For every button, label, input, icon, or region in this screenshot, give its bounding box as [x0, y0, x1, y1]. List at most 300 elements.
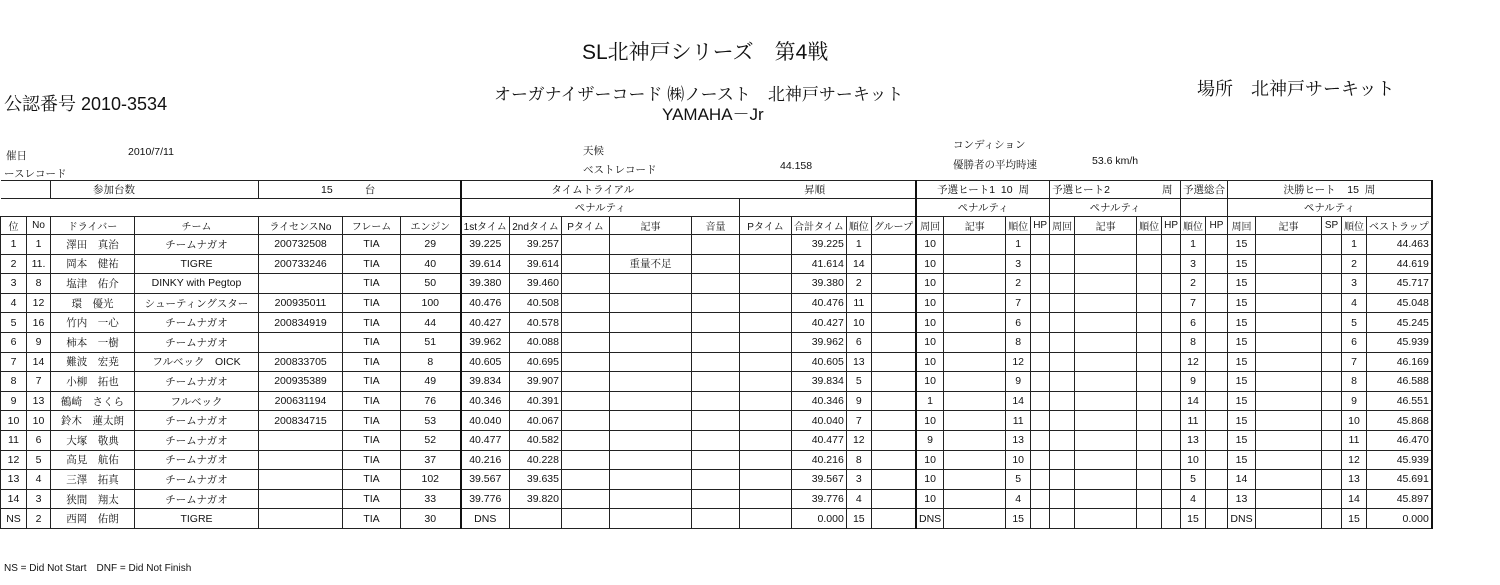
cell-t1: 39.962 [461, 332, 510, 352]
cell-f-rank: 14 [1342, 489, 1367, 509]
column-header: 2ndタイム [510, 217, 562, 235]
cell-total: 39.834 [792, 372, 847, 392]
cell-t1: 39.614 [461, 254, 510, 274]
column-header: 周回 [1050, 217, 1075, 235]
cell-team: チームナガオ [135, 470, 259, 490]
cell-license [259, 470, 343, 490]
empty-cell [1075, 372, 1137, 392]
column-header: 1stタイム [461, 217, 510, 235]
cell-note [610, 489, 692, 509]
empty-cell [562, 313, 610, 333]
cell-h1-laps: 10 [916, 352, 944, 372]
empty-cell [562, 489, 610, 509]
cell-f-laps: 14 [1228, 470, 1256, 490]
empty-cell [1075, 430, 1137, 450]
cell-tot-rank: 9 [1181, 372, 1206, 392]
empty-cell [1256, 332, 1322, 352]
cell-pos: 4 [1, 293, 27, 313]
cell-f-laps: DNS [1228, 509, 1256, 529]
cell-tot-rank: 15 [1181, 509, 1206, 529]
empty-cell [692, 470, 740, 490]
cell-t2: 40.508 [510, 293, 562, 313]
cell-engine: 33 [401, 489, 461, 509]
cell-h1-laps: 10 [916, 372, 944, 392]
column-header: 位 [1, 217, 27, 235]
cell-h1-laps: 1 [916, 391, 944, 411]
cell-h1-rank: 10 [1006, 450, 1031, 470]
cell-h1-rank: 9 [1006, 372, 1031, 392]
cell-best: 46.588 [1367, 372, 1432, 392]
cell-tt-rank: 1 [846, 235, 871, 255]
empty-cell [692, 411, 740, 431]
cell-no: 4 [27, 470, 51, 490]
cell-engine: 40 [401, 254, 461, 274]
cell-best: 46.169 [1367, 352, 1432, 372]
cell-total: 39.776 [792, 489, 847, 509]
cell-total: 40.605 [792, 352, 847, 372]
empty-cell [1322, 274, 1342, 294]
cell-total: 0.000 [792, 509, 847, 529]
cell-tt-rank: 3 [846, 470, 871, 490]
empty-cell [1031, 274, 1050, 294]
empty-cell [1162, 372, 1181, 392]
empty-cell [1031, 372, 1050, 392]
cell-no: 2 [27, 509, 51, 529]
cell-team: チームナガオ [135, 313, 259, 333]
table-row [1, 489, 1432, 509]
course-record-label: ースレコード [4, 168, 67, 180]
cell-frame: TIA [343, 430, 401, 450]
cell-h1-laps: 9 [916, 430, 944, 450]
column-header: 合計タイム [792, 217, 847, 235]
cell-h1-rank: 3 [1006, 254, 1031, 274]
cell-t2: 39.614 [510, 254, 562, 274]
cell-frame: TIA [343, 332, 401, 352]
empty-cell [1322, 293, 1342, 313]
cell-note [610, 411, 692, 431]
empty-cell [871, 489, 916, 509]
cell-driver: 大塚 敬典 [51, 430, 135, 450]
cell-frame: TIA [343, 293, 401, 313]
cell-t2: 40.578 [510, 313, 562, 333]
best-record-label: ベストレコード [583, 164, 657, 176]
column-header: 周回 [1228, 217, 1256, 235]
cell-t2: 40.067 [510, 411, 562, 431]
cell-h1-rank: 6 [1006, 313, 1031, 333]
cell-frame: TIA [343, 352, 401, 372]
cell-pos: 3 [1, 274, 27, 294]
cell-team: TIGRE [135, 254, 259, 274]
empty-cell [1322, 332, 1342, 352]
empty-cell [871, 391, 916, 411]
cell-tot-rank: 8 [1181, 332, 1206, 352]
column-header: 記事 [944, 217, 1006, 235]
empty-cell [1137, 430, 1162, 450]
cell-note [610, 332, 692, 352]
cell-tt-rank: 9 [846, 391, 871, 411]
cell-t2 [510, 509, 562, 529]
cell-h1-laps: 10 [916, 489, 944, 509]
cell-best: 45.868 [1367, 411, 1432, 431]
cell-t1: 39.776 [461, 489, 510, 509]
empty-cell [692, 489, 740, 509]
cell-t1: 39.834 [461, 372, 510, 392]
cell-pos: 9 [1, 391, 27, 411]
cell-tot-rank: 4 [1181, 489, 1206, 509]
cell-t1: 40.040 [461, 411, 510, 431]
cell-license: 200935011 [259, 293, 343, 313]
empty-cell [692, 293, 740, 313]
cell-best: 45.691 [1367, 470, 1432, 490]
cell-tt-rank: 14 [846, 254, 871, 274]
cell-no: 3 [27, 489, 51, 509]
table-row [1, 450, 1432, 470]
cell-team: チームナガオ [135, 411, 259, 431]
empty-cell [562, 274, 610, 294]
empty-cell [562, 235, 610, 255]
empty-cell [1162, 274, 1181, 294]
empty-cell [1322, 450, 1342, 470]
empty-cell [1206, 509, 1228, 529]
cell-best: 46.551 [1367, 391, 1432, 411]
empty-cell [1206, 235, 1228, 255]
empty-cell [1137, 372, 1162, 392]
heat2-header: 予選ヒート2 周 [1050, 181, 1181, 199]
cell-h1-laps: DNS [916, 509, 944, 529]
cell-license [259, 509, 343, 529]
column-header: 記事 [1256, 217, 1322, 235]
empty-cell [562, 430, 610, 450]
column-header: HP [1162, 217, 1181, 235]
cell-h1-rank: 13 [1006, 430, 1031, 450]
cell-pos: 2 [1, 254, 27, 274]
column-header: HP [1031, 217, 1050, 235]
cell-t2: 40.391 [510, 391, 562, 411]
empty-cell [944, 391, 1006, 411]
cell-t2: 39.460 [510, 274, 562, 294]
cell-team: チームナガオ [135, 332, 259, 352]
empty-cell [1050, 293, 1075, 313]
empty-cell [1206, 372, 1228, 392]
empty-cell [1050, 352, 1075, 372]
cell-no: 13 [27, 391, 51, 411]
cell-f-laps: 15 [1228, 235, 1256, 255]
empty-cell [1162, 450, 1181, 470]
cell-engine: 29 [401, 235, 461, 255]
cell-tt-rank: 2 [846, 274, 871, 294]
entries-value-cell: 15 台 [259, 181, 461, 199]
footer-legend: NS = Did Not Start DNF = Did Not Finish [4, 563, 192, 574]
cell-tot-rank: 13 [1181, 430, 1206, 450]
cell-f-rank: 9 [1342, 391, 1367, 411]
cell-pos: 6 [1, 332, 27, 352]
cell-tot-rank: 6 [1181, 313, 1206, 333]
empty-cell [1162, 352, 1181, 372]
empty-cell [1137, 450, 1162, 470]
column-header: No [27, 217, 51, 235]
empty-cell [1256, 372, 1322, 392]
cell-no: 16 [27, 313, 51, 333]
cell-no: 8 [27, 274, 51, 294]
cell-driver: 環 優光 [51, 293, 135, 313]
cell-total: 39.567 [792, 470, 847, 490]
empty-cell [1050, 313, 1075, 333]
empty-cell [1031, 450, 1050, 470]
empty-cell [1031, 352, 1050, 372]
cell-driver: 高見 航佑 [51, 450, 135, 470]
empty-cell [871, 352, 916, 372]
cell-pos: 5 [1, 313, 27, 333]
empty-cell [692, 332, 740, 352]
cell-total: 40.427 [792, 313, 847, 333]
empty-cell [1256, 293, 1322, 313]
cell-license: 200834919 [259, 313, 343, 333]
cell-best: 45.717 [1367, 274, 1432, 294]
empty-cell [1206, 470, 1228, 490]
cell-driver: 岡本 健祐 [51, 254, 135, 274]
empty-cell [871, 313, 916, 333]
empty-cell [1206, 332, 1228, 352]
cell-t1: 39.380 [461, 274, 510, 294]
empty-cell [1075, 391, 1137, 411]
empty-cell [1162, 293, 1181, 313]
cell-t2: 40.228 [510, 450, 562, 470]
table-row [1, 332, 1432, 352]
table-row [1, 235, 1432, 255]
empty-cell [740, 254, 792, 274]
cell-driver: 三澤 拓真 [51, 470, 135, 490]
column-header: チーム [135, 217, 259, 235]
empty-cell [1162, 235, 1181, 255]
cell-license [259, 450, 343, 470]
cell-tt-rank: 8 [846, 450, 871, 470]
empty-cell [1256, 274, 1322, 294]
cell-engine: 102 [401, 470, 461, 490]
cell-frame: TIA [343, 470, 401, 490]
cell-note [610, 450, 692, 470]
empty-cell [1322, 391, 1342, 411]
table-row [1, 372, 1432, 392]
empty-cell [740, 470, 792, 490]
cell-frame: TIA [343, 372, 401, 392]
cell-total: 41.614 [792, 254, 847, 274]
cell-license [259, 274, 343, 294]
table-row [1, 254, 1432, 274]
cell-engine: 51 [401, 332, 461, 352]
time-trial-header: タイムトライアル 昇順 [461, 181, 917, 199]
empty-cell [1137, 274, 1162, 294]
empty-cell [944, 430, 1006, 450]
empty-cell [1075, 293, 1137, 313]
cell-license: 200935389 [259, 372, 343, 392]
empty-cell [1322, 509, 1342, 529]
empty-cell [562, 293, 610, 313]
cell-frame: TIA [343, 489, 401, 509]
cell-best: 45.048 [1367, 293, 1432, 313]
empty-cell [1031, 391, 1050, 411]
empty-cell [1162, 489, 1181, 509]
cell-tot-rank: 5 [1181, 470, 1206, 490]
column-header: HP [1206, 217, 1228, 235]
cell-h1-laps: 10 [916, 235, 944, 255]
cell-pos: 12 [1, 450, 27, 470]
cell-tot-rank: 2 [1181, 274, 1206, 294]
cell-driver: 難波 宏尭 [51, 352, 135, 372]
cell-t1: 40.346 [461, 391, 510, 411]
cell-pos: 11 [1, 430, 27, 450]
empty-cell [562, 411, 610, 431]
results-table [0, 180, 1433, 529]
empty-cell [1322, 352, 1342, 372]
cell-driver: 小柳 拓也 [51, 372, 135, 392]
heat2-penalty-header: ペナルティ [1050, 199, 1181, 217]
cell-h1-rank: 12 [1006, 352, 1031, 372]
empty-cell [1050, 372, 1075, 392]
cell-tot-rank: 12 [1181, 352, 1206, 372]
empty-cell [1050, 332, 1075, 352]
cell-t1: 40.427 [461, 313, 510, 333]
empty-cell [1256, 430, 1322, 450]
cell-engine: 49 [401, 372, 461, 392]
cell-t1: 40.216 [461, 450, 510, 470]
cell-f-rank: 12 [1342, 450, 1367, 470]
cell-no: 1 [27, 235, 51, 255]
cell-note [610, 235, 692, 255]
cell-t2: 39.635 [510, 470, 562, 490]
cell-note [610, 509, 692, 529]
empty-cell [692, 372, 740, 392]
cell-h1-rank: 8 [1006, 332, 1031, 352]
cell-f-rank: 3 [1342, 274, 1367, 294]
cell-driver: 鶴崎 さくら [51, 391, 135, 411]
empty-cell [1031, 235, 1050, 255]
empty-cell [1075, 235, 1137, 255]
empty-cell [1137, 352, 1162, 372]
cell-driver: 鈴木 蓮太朗 [51, 411, 135, 431]
empty-cell [871, 372, 916, 392]
empty-cell [562, 372, 610, 392]
empty-cell [1031, 313, 1050, 333]
cell-frame: TIA [343, 274, 401, 294]
cell-pos: 8 [1, 372, 27, 392]
empty-cell [692, 450, 740, 470]
cell-h1-laps: 10 [916, 470, 944, 490]
empty-cell [944, 372, 1006, 392]
cell-note [610, 372, 692, 392]
cell-team: TIGRE [135, 509, 259, 529]
column-header: Pタイム [562, 217, 610, 235]
avg-speed-value: 53.6 km/h [1092, 155, 1139, 167]
cell-driver: 塩津 佑介 [51, 274, 135, 294]
cell-f-laps: 15 [1228, 254, 1256, 274]
empty-cell [1322, 372, 1342, 392]
empty-cell [1031, 489, 1050, 509]
cell-t2: 40.088 [510, 332, 562, 352]
cell-team: チームナガオ [135, 489, 259, 509]
empty-cell [1050, 450, 1075, 470]
cell-license: 200631194 [259, 391, 343, 411]
empty-cell [1050, 274, 1075, 294]
cell-no: 14 [27, 352, 51, 372]
cell-h1-rank: 5 [1006, 470, 1031, 490]
empty-cell [692, 254, 740, 274]
cell-frame: TIA [343, 235, 401, 255]
column-header: エンジン [401, 217, 461, 235]
empty-cell [1322, 470, 1342, 490]
cell-t2: 40.695 [510, 352, 562, 372]
cell-no: 9 [27, 332, 51, 352]
cell-note [610, 470, 692, 490]
table-row [1, 509, 1432, 529]
cell-no: 6 [27, 430, 51, 450]
empty-cell [944, 352, 1006, 372]
empty-cell [740, 391, 792, 411]
cell-tt-rank: 11 [846, 293, 871, 313]
cell-pos: 10 [1, 411, 27, 431]
empty-cell [562, 509, 610, 529]
column-header: ベストラップ [1367, 217, 1432, 235]
venue: 場所 北神戸サーキット [1197, 79, 1395, 99]
cell-h1-rank: 4 [1006, 489, 1031, 509]
empty-cell [871, 235, 916, 255]
cell-frame: TIA [343, 254, 401, 274]
cell-team: フルベック [135, 391, 259, 411]
heat-total-header: 予選総合 [1181, 181, 1228, 199]
empty-cell [1137, 235, 1162, 255]
empty-cell [1206, 411, 1228, 431]
cell-best: 45.245 [1367, 313, 1432, 333]
cell-team: チームナガオ [135, 235, 259, 255]
approval-number: 公認番号 2010-3534 [4, 94, 168, 114]
date-value: 2010/7/11 [128, 146, 174, 158]
empty-cell [944, 509, 1006, 529]
tt-penalty-header: ペナルティ [461, 199, 740, 217]
cell-total: 40.476 [792, 293, 847, 313]
empty-cell [1031, 470, 1050, 490]
empty-cell [944, 274, 1006, 294]
cell-total: 40.477 [792, 430, 847, 450]
cell-engine: 53 [401, 411, 461, 431]
empty-cell [944, 254, 1006, 274]
cell-note [610, 352, 692, 372]
empty-cell [1256, 235, 1322, 255]
table-row [1, 411, 1432, 431]
empty-cell [1206, 430, 1228, 450]
empty-cell [1075, 274, 1137, 294]
empty-cell [1256, 450, 1322, 470]
cell-h1-laps: 10 [916, 293, 944, 313]
empty-cell [1137, 489, 1162, 509]
cell-t1: 40.476 [461, 293, 510, 313]
cell-f-laps: 15 [1228, 411, 1256, 431]
cell-tot-rank: 11 [1181, 411, 1206, 431]
cell-t2: 40.582 [510, 430, 562, 450]
cell-f-laps: 15 [1228, 332, 1256, 352]
column-header: フレーム [343, 217, 401, 235]
empty-cell [562, 450, 610, 470]
cell-team: DINKY with Pegtop [135, 274, 259, 294]
empty-cell [1050, 470, 1075, 490]
cell-f-laps: 15 [1228, 293, 1256, 313]
empty-cell [1075, 313, 1137, 333]
empty-cell [562, 352, 610, 372]
empty-cell [1137, 411, 1162, 431]
empty-cell [944, 411, 1006, 431]
cell-license: 200833705 [259, 352, 343, 372]
cell-tot-rank: 3 [1181, 254, 1206, 274]
empty-cell [740, 411, 792, 431]
cell-f-rank: 8 [1342, 372, 1367, 392]
